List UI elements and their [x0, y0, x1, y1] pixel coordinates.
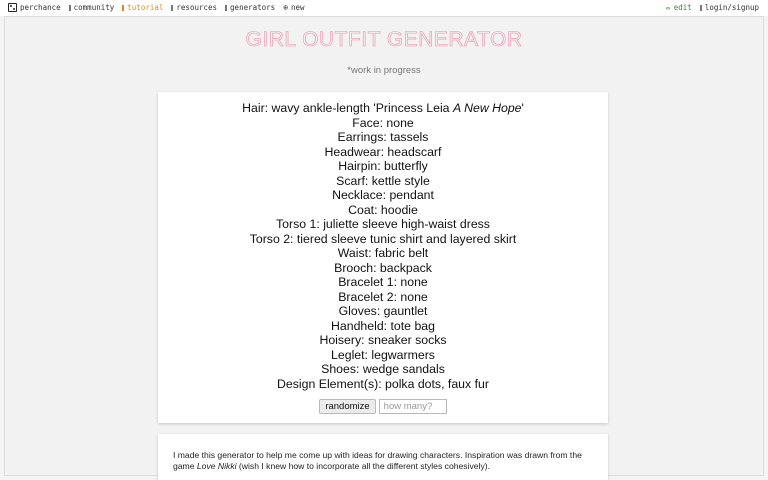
info-text-a: I made this generator to help me come up with ideas for drawing characters. Inspiration was drawn from the game: [173, 450, 582, 471]
nav-new-label: new: [291, 3, 305, 12]
outfit-card: [158, 92, 608, 423]
outfit-line: Design Element(s): polka dots, faux fur: [277, 376, 489, 391]
hair-suffix: ': [521, 101, 524, 115]
outfit-line-hair: [158, 101, 608, 116]
outfit-line: Headwear: headscarf: [324, 144, 442, 159]
book-icon: [122, 5, 124, 11]
outfit-line: Bracelet 2: none: [338, 289, 428, 304]
chat-icon: [69, 5, 71, 11]
randomize-button[interactable]: randomize: [319, 399, 375, 414]
outfit-line: Coat: hoodie: [348, 202, 418, 217]
outfit-line: Waist: fabric belt: [337, 246, 429, 260]
nav-community[interactable]: [69, 3, 115, 12]
hair-italic: A New Hope: [452, 101, 522, 115]
outfit-line: Hoisery: sneaker socks: [319, 333, 447, 347]
user-icon: [700, 5, 702, 11]
nav-new[interactable]: [283, 3, 304, 12]
pencil-icon: ✏: [665, 3, 671, 12]
outfit-line: Bracelet 1: none: [338, 275, 428, 289]
controls: [158, 399, 608, 414]
page-subtitle: *work in progress: [347, 65, 421, 76]
nav-tutorial-label: tutorial: [127, 3, 164, 12]
nav-generators-label: generators: [230, 3, 276, 12]
nav-resources[interactable]: [171, 3, 217, 12]
info-text-italic: Love Nikki: [196, 460, 237, 471]
info-text: [158, 434, 608, 471]
nav-generators[interactable]: [225, 3, 275, 12]
outfit-line: Scarf: kettle style: [336, 173, 430, 188]
nav-left: [8, 3, 305, 12]
outfit-line: Shoes: wedge sandals: [321, 362, 445, 376]
outfit-line: Torso 2: tiered sleeve tunic shirt and layered skirt: [249, 231, 517, 246]
outfit-line: Torso 1: juliette sleeve high-waist dress: [276, 217, 490, 231]
dice-icon: [8, 3, 17, 12]
plus-circle-icon: ⊕: [283, 3, 289, 12]
nav-community-label: community: [73, 3, 115, 12]
outfit-line: Brooch: backpack: [334, 260, 432, 275]
nav-right: [666, 3, 759, 12]
nav-edit[interactable]: [666, 3, 692, 12]
info-text-b: (wish I knew how to incorporate all the different styles cohesively).: [236, 460, 491, 471]
outfit-list: [158, 92, 608, 391]
outfit-line: Necklace: pendant: [332, 188, 434, 202]
outfit-line: Gloves: gauntlet: [338, 304, 428, 318]
outfit-line: Handheld: tote bag: [331, 318, 435, 333]
nav-tutorial[interactable]: [122, 3, 163, 12]
page-title: GIRL OUTFIT GENERATOR: [245, 28, 523, 51]
outfit-line: Face: none: [352, 115, 414, 130]
nav-login-label: login/signup: [704, 3, 759, 12]
top-nav: [0, 0, 768, 16]
folder-icon: [171, 5, 173, 11]
nav-perchance-label: perchance: [20, 3, 61, 12]
count-input[interactable]: [379, 399, 447, 414]
outfit-line: Leglet: legwarmers: [331, 347, 435, 362]
grid-icon: [225, 5, 227, 11]
outfit-line: Hairpin: butterfly: [338, 159, 428, 173]
nav-login[interactable]: [700, 3, 759, 12]
info-card: [158, 434, 608, 480]
nav-edit-label: edit: [673, 3, 692, 12]
hair-prefix: Hair: wavy ankle-length 'Princess Leia: [242, 101, 453, 115]
outfit-line: Earrings: tassels: [337, 130, 429, 144]
nav-resources-label: resources: [176, 3, 218, 12]
nav-perchance[interactable]: [8, 3, 61, 12]
